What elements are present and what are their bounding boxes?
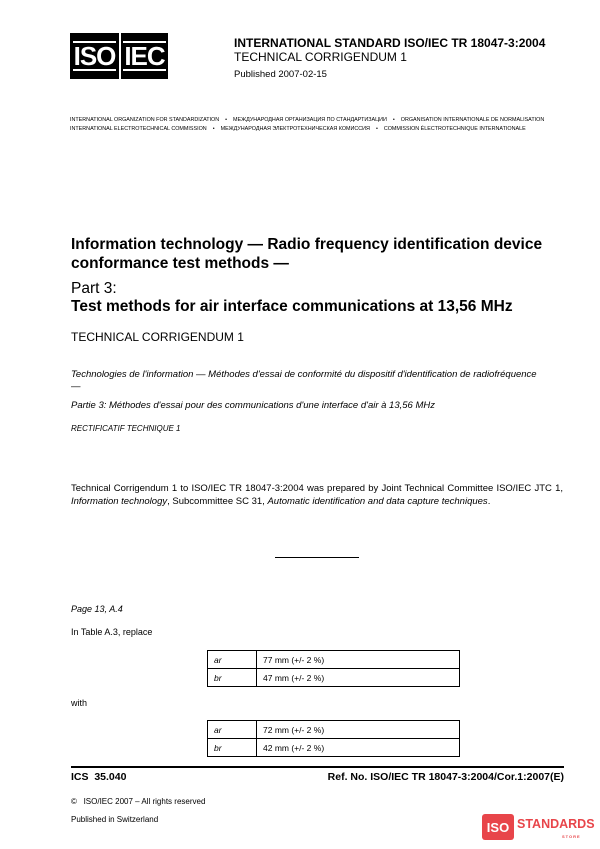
- table-value: 47 mm (+/- 2 %): [257, 669, 460, 687]
- table-key: br: [208, 669, 257, 687]
- separator-dot: •: [225, 117, 228, 123]
- table-row: [208, 651, 460, 669]
- page-reference: Page 13, A.4: [71, 604, 123, 614]
- org-iso-ru: МЕЖДУНАРОДНАЯ ОРГАНИЗАЦИЯ ПО СТАНДАРТИЗАЦИИ: [233, 117, 387, 123]
- table-value: 77 mm (+/- 2 %): [257, 651, 460, 669]
- part-label: Part 3:: [71, 280, 117, 297]
- table-key: br: [208, 739, 257, 757]
- paragraph-italic-committee: Information technology: [71, 495, 168, 507]
- separator-dot: •: [375, 126, 378, 132]
- store-logo-iso-badge: ISO: [482, 814, 514, 840]
- footer-rule: [71, 766, 564, 768]
- with-instruction: with: [71, 698, 88, 708]
- technical-corrigendum-label: TECHNICAL CORRIGENDUM 1: [71, 330, 244, 344]
- org-iec-en: INTERNATIONAL ELECTROTECHNICAL COMMISSION: [70, 126, 207, 132]
- org-iso-en: INTERNATIONAL ORGANIZATION FOR STANDARDIZATION: [70, 117, 220, 123]
- french-corrigendum-label: RECTIFICATIF TECHNIQUE 1: [71, 424, 181, 433]
- published-location: Published in Switzerland: [71, 815, 159, 824]
- organization-line-1: [70, 117, 544, 123]
- french-title: Technologies de l'information — Méthodes d'essai de conformité du dispositif d'identification de radiofréquence —: [71, 369, 537, 392]
- part-title: Test methods for air interface communications at 13,56 MHz: [71, 298, 513, 315]
- corrected-values-table: [207, 720, 460, 757]
- iso-standards-store-logo: [482, 812, 594, 845]
- table-row: [208, 739, 460, 757]
- store-logo-sub: STORE: [562, 834, 581, 839]
- iso-logo: [70, 33, 119, 79]
- table-key: ar: [208, 721, 257, 739]
- iec-logo: [121, 33, 168, 79]
- table-key: ar: [208, 651, 257, 669]
- corrigendum-label: TECHNICAL CORRIGENDUM 1: [234, 50, 407, 64]
- replace-instruction: In Table A.3, replace: [71, 627, 153, 637]
- standard-title: INTERNATIONAL STANDARD ISO/IEC TR 18047-3:2004: [234, 36, 546, 50]
- organization-line-2: [70, 126, 526, 132]
- paragraph-text: , Subcommittee SC 31,: [167, 495, 268, 507]
- table-value: 72 mm (+/- 2 %): [257, 721, 460, 739]
- iso-logo-text: ISO: [73, 41, 116, 71]
- paragraph-text: .: [487, 495, 491, 507]
- store-logo-word: STANDARDS: [517, 817, 595, 831]
- paragraph-text: Technical Corrigendum 1 to ISO/IEC TR 18047-3:2004 was prepared by Joint Technical Committee ISO/IEC JTC 1,: [71, 483, 563, 494]
- paragraph-italic-subcommittee: Automatic identification and data capture techniques: [267, 495, 488, 507]
- document-title: Information technology — Radio frequency identification device conformance test methods —: [71, 236, 543, 272]
- ics-code: ICS 35.040: [71, 771, 127, 783]
- reference-number: Ref. No. ISO/IEC TR 18047-3:2004/Cor.1:2007(E): [327, 771, 564, 783]
- original-values-table: [207, 650, 460, 687]
- published-date: Published 2007-02-15: [234, 69, 327, 80]
- table-row: [208, 721, 460, 739]
- iec-logo-text: IEC: [124, 41, 165, 71]
- table-row: [208, 669, 460, 687]
- table-value: 42 mm (+/- 2 %): [257, 739, 460, 757]
- org-iso-fr: ORGANISATION INTERNATIONALE DE NORMALISATION: [400, 117, 545, 123]
- org-iec-fr: COMMISSION ÉLECTROTECHNIQUE INTERNATIONALE: [383, 126, 526, 132]
- org-iec-ru: МЕЖДУНАРОДНАЯ ЭЛЕКТРОТЕХНИЧЕСКАЯ КОМИССИЯ: [220, 126, 370, 132]
- separator-dot: •: [392, 117, 395, 123]
- section-divider: [275, 557, 359, 558]
- copyright-notice: © ISO/IEC 2007 – All rights reserved: [71, 797, 206, 806]
- french-part-title: Partie 3: Méthodes d'essai pour des communications d'une interface d'air à 13,56 MHz: [71, 400, 435, 411]
- separator-dot: •: [212, 126, 215, 132]
- preparation-paragraph: [71, 483, 563, 508]
